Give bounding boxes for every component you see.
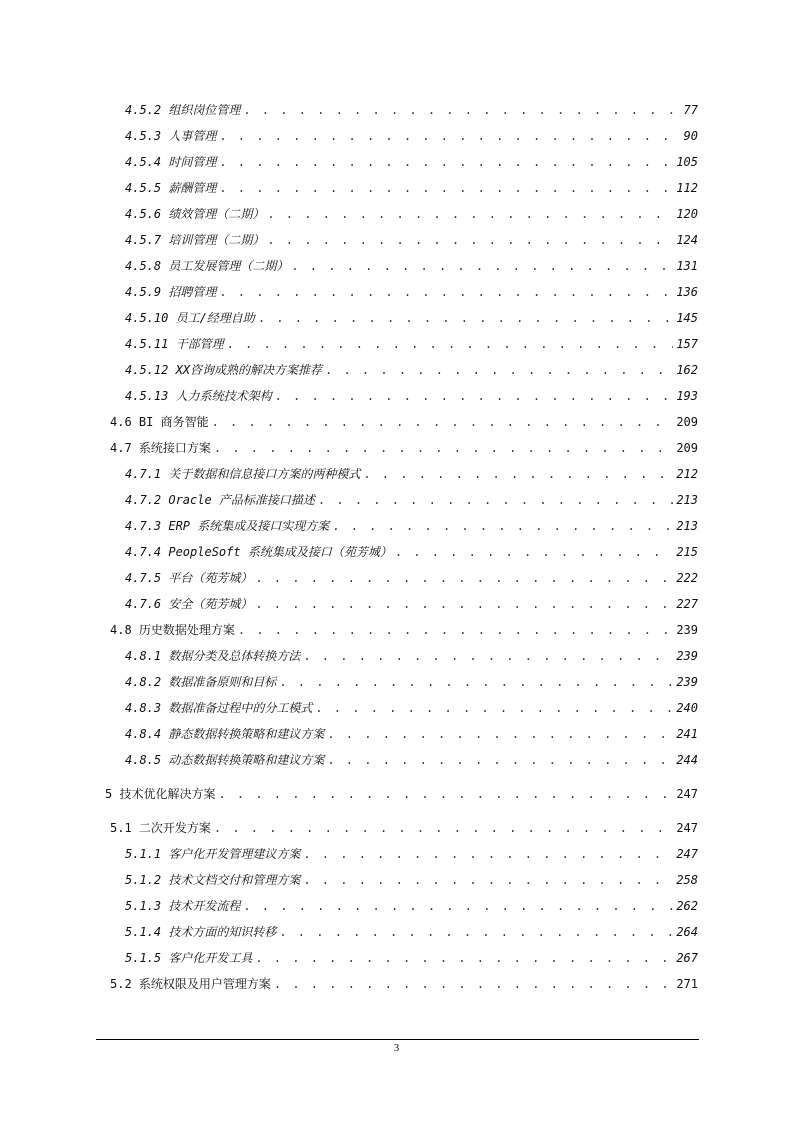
toc-entry-title: 5.1.2 技术文档交付和管理方案 [125, 873, 301, 887]
toc-entry-page: 222 [676, 571, 698, 585]
toc-entry[interactable] [125, 388, 698, 404]
toc-entry[interactable] [110, 440, 698, 456]
toc-dot-leader [243, 102, 680, 118]
toc-entry-page: 258 [676, 873, 698, 887]
toc-entry-page: 213 [676, 493, 698, 507]
toc-entry-title: 4.7 系统接口方案 [110, 441, 211, 455]
toc-dot-leader [238, 622, 673, 638]
toc-entry-title: 5 技术优化解决方案 [105, 787, 216, 801]
toc-entry-page: 262 [676, 899, 698, 913]
toc-entry-page: 212 [676, 467, 698, 481]
toc-dot-leader [218, 786, 673, 802]
toc-dot-leader [303, 846, 673, 862]
toc-entry-title: 5.1.3 技术开发流程 [125, 899, 241, 913]
toc-entry-page: 240 [676, 701, 698, 715]
toc-dot-leader [219, 284, 673, 300]
toc-entry-title: 4.5.8 员工发展管理（二期） [125, 259, 289, 273]
toc-entry-page: 120 [676, 207, 698, 221]
toc-entry[interactable] [125, 180, 698, 196]
toc-dot-leader [255, 950, 673, 966]
toc-entry[interactable] [125, 648, 698, 664]
toc-dot-leader [219, 128, 680, 144]
toc-entry[interactable] [125, 674, 698, 690]
toc-entry-title: 4.8.2 数据准备原则和目标 [125, 675, 277, 689]
toc-entry[interactable] [125, 466, 698, 482]
toc-entry-page: 136 [676, 285, 698, 299]
toc-entry-title: 5.2 系统权限及用户管理方案 [110, 977, 271, 991]
toc-entry-title: 4.8 历史数据处理方案 [110, 623, 235, 637]
toc-entry-title: 4.5.13 人力系统技术架构 [125, 389, 272, 403]
toc-entry-page: 213 [676, 519, 698, 533]
toc-entry-title: 4.5.11 干部管理 [125, 337, 224, 351]
toc-entry[interactable] [125, 154, 698, 170]
toc-entry[interactable] [125, 846, 698, 862]
toc-entry-title: 4.5.7 培训管理（二期） [125, 233, 265, 247]
toc-entry[interactable] [125, 544, 698, 560]
toc-entry[interactable] [125, 752, 698, 768]
toc-entry-title: 4.8.5 动态数据转换策略和建议方案 [125, 753, 325, 767]
toc-dot-leader [255, 570, 673, 586]
toc-dot-leader [291, 258, 673, 274]
toc-entry-page: 247 [676, 787, 698, 801]
toc-entry[interactable] [125, 336, 698, 352]
toc-entry-page: 162 [676, 363, 698, 377]
toc-entry-page: 105 [676, 155, 698, 169]
toc-entry-page: 215 [676, 545, 698, 559]
toc-entry[interactable] [110, 820, 698, 836]
toc-entry-title: 4.7.1 关于数据和信息接口方案的两种模式 [125, 467, 361, 481]
toc-dot-leader [279, 924, 673, 940]
toc-entry[interactable] [105, 786, 698, 802]
toc-entry-title: 4.5.6 绩效管理（二期） [125, 207, 265, 221]
toc-entry-page: 145 [676, 311, 698, 325]
toc-entry-page: 77 [683, 103, 698, 117]
toc-entry-title: 4.5.5 薪酬管理 [125, 181, 217, 195]
toc-entry-title: 5.1.1 客户化开发管理建议方案 [125, 847, 301, 861]
toc-dot-leader [303, 872, 673, 888]
toc-entry-title: 4.8.1 数据分类及总体转换方法 [125, 649, 301, 663]
toc-dot-leader [267, 232, 673, 248]
toc-entry[interactable] [125, 726, 698, 742]
toc-entry-page: 267 [676, 951, 698, 965]
toc-dot-leader [327, 752, 673, 768]
toc-entry[interactable] [125, 310, 698, 326]
toc-entry[interactable] [125, 518, 698, 534]
toc-dot-leader [267, 206, 673, 222]
toc-dot-leader [219, 180, 673, 196]
toc-entry-title: 4.5.2 组织岗位管理 [125, 103, 241, 117]
toc-dot-leader [243, 898, 673, 914]
toc-entry-page: 244 [676, 753, 698, 767]
toc-dot-leader [279, 674, 673, 690]
toc-dot-leader [214, 820, 673, 836]
toc-entry[interactable] [125, 492, 698, 508]
toc-dot-leader [332, 518, 673, 534]
toc-dot-leader [219, 154, 673, 170]
toc-entry-title: 4.8.3 数据准备过程中的分工模式 [125, 701, 313, 715]
toc-entry-page: 239 [676, 675, 698, 689]
footer-divider [96, 1039, 699, 1040]
toc-entry-page: 209 [676, 415, 698, 429]
toc-entry-page: 271 [676, 977, 698, 991]
toc-entry-title: 4.5.3 人事管理 [125, 129, 217, 143]
toc-dot-leader [274, 976, 673, 992]
toc-entry[interactable] [125, 700, 698, 716]
toc-entry[interactable] [125, 206, 698, 222]
toc-entry-page: 264 [676, 925, 698, 939]
toc-entry[interactable] [125, 232, 698, 248]
toc-entry[interactable] [125, 898, 698, 914]
toc-entry[interactable] [125, 362, 698, 378]
toc-entry-title: 5.1.4 技术方面的知识转移 [125, 925, 277, 939]
toc-entry-page: 247 [676, 821, 698, 835]
toc-entry-page: 241 [676, 727, 698, 741]
toc-entry[interactable] [125, 128, 698, 144]
toc-entry-page: 124 [676, 233, 698, 247]
toc-entry-page: 193 [676, 389, 698, 403]
toc-entry[interactable] [125, 924, 698, 940]
toc-entry[interactable] [125, 872, 698, 888]
toc-dot-leader [258, 310, 674, 326]
toc-entry-title: 4.5.12 XX咨询成熟的解决方案推荐 [125, 363, 323, 377]
toc-dot-leader [303, 648, 673, 664]
toc-entry-page: 157 [676, 337, 698, 351]
toc-dot-leader [325, 362, 673, 378]
toc-entry-page: 131 [676, 259, 698, 273]
toc-entry-page: 209 [676, 441, 698, 455]
toc-entry-title: 4.8.4 静态数据转换策略和建议方案 [125, 727, 325, 741]
toc-entry-page: 239 [676, 649, 698, 663]
toc-entry-page: 239 [676, 623, 698, 637]
toc-dot-leader [275, 388, 674, 404]
toc-entry[interactable] [125, 596, 698, 612]
toc-entry[interactable] [110, 976, 698, 992]
toc-dot-leader [255, 596, 673, 612]
toc-dot-leader [318, 492, 673, 508]
toc-entry-title: 4.7.2 Oracle 产品标准接口描述 [125, 493, 315, 507]
toc-dot-leader [395, 544, 673, 560]
toc-entry[interactable] [125, 950, 698, 966]
toc-entry-title: 5.1.5 客户化开发工具 [125, 951, 253, 965]
toc-entry-page: 112 [676, 181, 698, 195]
toc-entry[interactable] [125, 102, 698, 118]
toc-dot-leader [214, 440, 673, 456]
toc-entry-title: 5.1 二次开发方案 [110, 821, 211, 835]
toc-entry[interactable] [110, 414, 698, 430]
toc-entry-page: 227 [676, 597, 698, 611]
toc-entry-title: 4.7.5 平台（苑芳城） [125, 571, 253, 585]
toc-entry[interactable] [125, 570, 698, 586]
toc-dot-leader [227, 336, 674, 352]
toc-entry-title: 4.5.4 时间管理 [125, 155, 217, 169]
toc-dot-leader [315, 700, 673, 716]
toc-entry-title: 4.5.9 招聘管理 [125, 285, 217, 299]
toc-dot-leader [363, 466, 673, 482]
toc-entry-title: 4.7.6 安全（苑芳城） [125, 597, 253, 611]
toc-entry-title: 4.5.10 员工/经理自助 [125, 311, 255, 325]
toc-dot-leader [327, 726, 673, 742]
toc-entry[interactable] [110, 622, 698, 638]
toc-dot-leader [212, 414, 674, 430]
toc-entry[interactable] [125, 284, 698, 300]
toc-entry-title: 4.7.3 ERP 系统集成及接口实现方案 [125, 519, 330, 533]
page-number: 3 [393, 1042, 400, 1054]
toc-entry-title: 4.7.4 PeopleSoft 系统集成及接口（苑芳城） [125, 545, 392, 559]
toc-entry-page: 90 [683, 129, 698, 143]
toc-entry-page: 247 [676, 847, 698, 861]
toc-entry[interactable] [125, 258, 698, 274]
toc-entry-title: 4.6 BI 商务智能 [110, 415, 209, 429]
